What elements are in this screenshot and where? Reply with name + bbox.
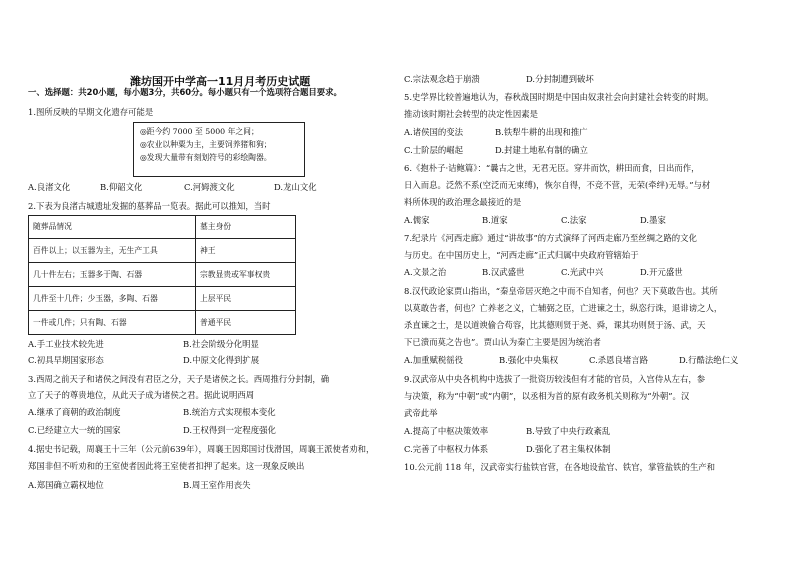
q2-option-d: D.中原文化得到扩展 — [183, 355, 260, 365]
q2-stem: 2.下表为良渚古城遗址发掘的墓葬品一览表。据此可以推知，当时 — [28, 201, 271, 211]
table-cell: 上层平民 — [196, 287, 296, 311]
q8-line: 以莫敢告者，何也？亡养老之义，亡辅弼之臣，亡进谏之士，纵恣行诛，退诽谤之人， — [404, 303, 723, 313]
q6-option-a: A.儒家 — [404, 215, 430, 225]
q8-option-b: B.强化中央集权 — [499, 355, 559, 365]
q1-box-line: ◎农业以种粟为主，主要饲养猪和狗； — [140, 140, 272, 149]
q7-line: 与历史。在中国历史上，“河西走廊”正式归属中央政府管辖始于 — [404, 250, 639, 260]
table-row — [29, 311, 296, 335]
q4-option-a: A.郑国确立霸权地位 — [28, 480, 104, 490]
q4-line: 郑国非但不听劝和的王室使者因此将王室使者扣押了起来。这一现象反映出 — [28, 461, 305, 471]
table-cell: 神王 — [196, 239, 296, 263]
q3-option-d: D.王权得到一定程度强化 — [183, 425, 276, 435]
q5-option-d: D.封建土地私有制的确立 — [495, 145, 588, 155]
table-header-row — [29, 216, 296, 239]
q3-line: 3.西周之前天子和诸侯之间没有君臣之分，天子是诸侯之长。西周推行分封制，确 — [28, 374, 330, 384]
q9-option-a: A.提高了中枢决策效率 — [404, 426, 489, 436]
table-row — [29, 239, 296, 263]
q6-line: 6.《抱朴子·诘鲍篇》：“曩古之世，无君无臣。穿井而饮，耕田而食，日出而作， — [404, 163, 700, 173]
q8-line: 8.汉代政论家贾山指出，“秦皇帝居灭绝之中而不自知者，何也？天下莫敢告也。其所 — [404, 286, 718, 296]
q9-option-d: D.强化了君主集权体制 — [526, 444, 611, 454]
q9-line: 武帝此举 — [404, 408, 438, 418]
q8-line: 下已溃而莫之告也”。贾山认为秦亡主要是因为统治者 — [404, 337, 601, 347]
q8-option-c: C.杀恩良堵言路 — [589, 355, 649, 365]
q3-option-a: A.继承了商朝的政治制度 — [28, 407, 121, 417]
q1-box-line: ◎距今约 7000 至 5000 年之间； — [140, 127, 259, 136]
table-cell: 百件以上；以玉器为主，无生产工具 — [29, 239, 196, 263]
table-cell: 几件至十几件；少玉器，多陶、石器 — [29, 287, 196, 311]
q4-option-d: D.分封制遭到破坏 — [526, 74, 594, 84]
exam-title: 潍坊国开中学高一11月月考历史试题 — [130, 75, 311, 88]
q1-evidence-box — [133, 122, 305, 177]
q7-line: 7.纪录片《河西走廊》通过“讲故事”的方式演绎了河西走廊乃至丝绸之路的文化 — [404, 233, 697, 243]
section-heading: 一、选择题：共20小题，每小题3分，共60分。每小题只有一个选项符合题目要求。 — [28, 87, 342, 97]
q1-box-line: ◎发现大量带有刻划符号的彩绘陶器。 — [140, 153, 272, 162]
q5-option-a: A.诸侯国的变法 — [404, 127, 463, 137]
q2-option-a: A.手工业技术较先进 — [28, 339, 104, 349]
q2-table — [28, 215, 296, 335]
table-cell: 普通平民 — [196, 311, 296, 335]
table-header: 墓主身份 — [196, 216, 296, 239]
table-cell: 一件或几件；只有陶、石器 — [29, 311, 196, 335]
q2-option-b: B.社会阶级分化明显 — [183, 339, 259, 349]
q6-option-c: C.法家 — [561, 215, 587, 225]
q1-stem: 1.图所反映的早期文化遗存可能是 — [28, 107, 154, 117]
q10-line: 10.公元前 118 年，汉武帝实行盐铁官营，在各地设盐官、铁官，掌管盐铁的生产和 — [404, 462, 716, 472]
table-row — [29, 287, 296, 311]
q1-option-a: A.良渚文化 — [28, 182, 71, 192]
q8-option-a: A.加重赋税徭役 — [404, 355, 463, 365]
q6-option-d: D.墨家 — [640, 215, 666, 225]
q4-option-c: C.宗法观念趋于崩溃 — [404, 74, 480, 84]
q5-line: 5.史学界比较普遍地认为，春秋战国时期是中国由奴隶社会向封建社会转变的时期。 — [404, 92, 714, 102]
q6-line: 料所体现的政治理念最接近的是 — [404, 197, 522, 207]
q5-line: 推动该时期社会转型的决定性因素是 — [404, 109, 538, 119]
q5-option-b: B.铁犁牛耕的出现和推广 — [495, 127, 588, 137]
q9-line: 与决策，称为“中朝”或“内朝”，以丞相为首的原有政务机关则称为“外朝”。汉 — [404, 391, 690, 401]
q7-option-a: A.文景之治 — [404, 267, 447, 277]
table-cell: 几十件左右；玉器多于陶、石器 — [29, 263, 196, 287]
q3-option-c: C.已经建立大一统的国家 — [28, 425, 121, 435]
q3-line: 立了天子的尊贵地位，从此天子成为诸侯之君。据此说明西周 — [28, 390, 255, 400]
q7-option-c: C.光武中兴 — [561, 267, 604, 277]
q8-line: 杀直谏之士，是以道谀偷合苟容，比其德则贤于尧、舜，课其功则贤于汤、武，天 — [404, 320, 706, 330]
q4-line: 4.据史书记载，周襄王十三年（公元前639年），周襄王因郑国讨伐滑国，周襄王派使者劝和， — [28, 444, 375, 454]
q9-option-b: B.导致了中央行政紊乱 — [526, 426, 611, 436]
q8-option-d: D.行酷法绝仁义 — [679, 355, 739, 365]
q1-option-d: D.龙山文化 — [274, 182, 317, 192]
q1-option-c: C.河姆渡文化 — [184, 182, 235, 192]
q6-line: 日入而息。泛然不系(空泛而无束缚)，恢尔自得，不竞不营，无荣(牵绊)无辱。”与材 — [404, 180, 711, 190]
q3-option-b: B.统治方式实现根本变化 — [183, 407, 276, 417]
q7-option-d: D.开元盛世 — [640, 267, 683, 277]
q6-option-b: B.道家 — [482, 215, 508, 225]
q2-option-c: C.初具早期国家形态 — [28, 355, 104, 365]
q4-option-b: B.周王室作用丧失 — [183, 480, 251, 490]
q1-option-b: B.仰韶文化 — [100, 182, 143, 192]
q9-option-c: C.完善了中枢权力体系 — [404, 444, 489, 454]
table-header: 随葬品情况 — [29, 216, 196, 239]
q7-option-b: B.汉武盛世 — [482, 267, 525, 277]
table-cell: 宗教显贵或军事权贵 — [196, 263, 296, 287]
q9-line: 9.汉武帝从中央各机构中选拔了一批资历较浅但有才能的官员，入宫侍从左右，参 — [404, 374, 706, 384]
q5-option-c: C.士阶层的崛起 — [404, 145, 464, 155]
table-row — [29, 263, 296, 287]
